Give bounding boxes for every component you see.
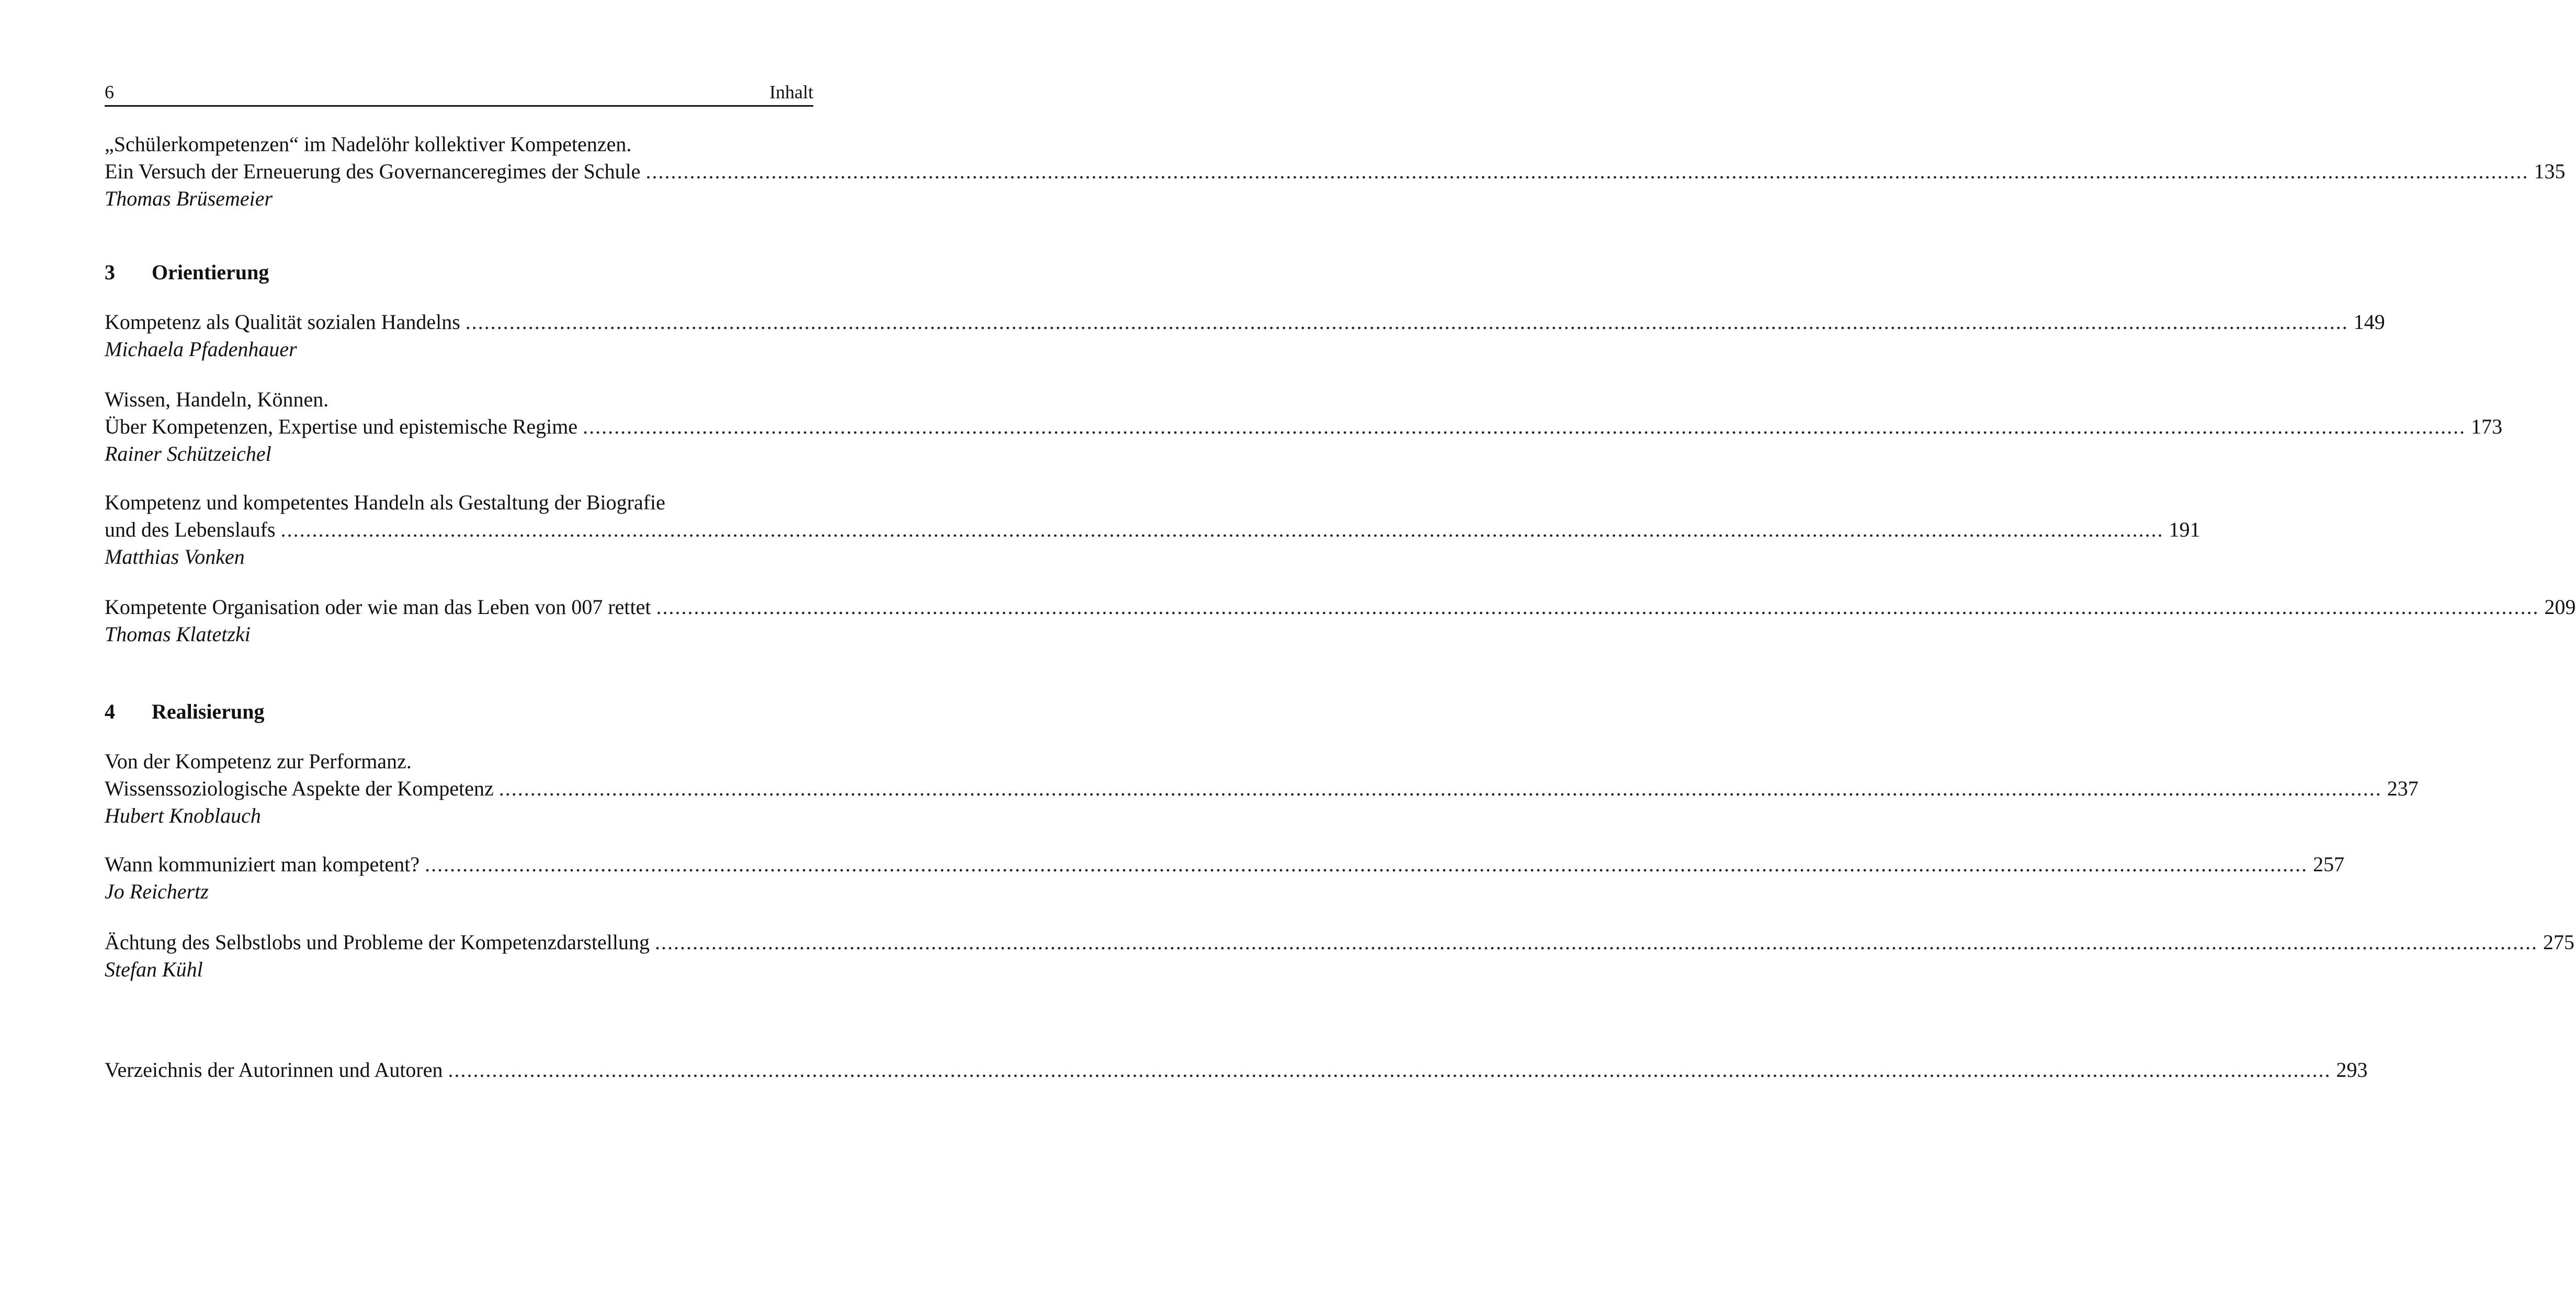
dot-leader: ............................................................................................................................................................................................................................................................................................................ [498, 777, 2382, 800]
running-header [105, 81, 813, 107]
entry-title-line: „Schülerkompetenzen“ im Nadelöhr kollektiver Kompetenzen. [105, 132, 632, 156]
entry-page-number: 237 [2387, 777, 2419, 800]
entry-page-number: 191 [2169, 518, 2200, 541]
dot-leader: ............................................................................................................................................................................................................................................................................................................ [583, 415, 2466, 438]
entry-title-line: Ein Versuch der Erneuerung des Governanceregimes der Schule [105, 160, 641, 183]
entry-title-line: Kompetente Organisation oder wie man das Leben von 007 rettet [105, 595, 651, 619]
entry-author: Thomas Klatetzki [105, 622, 251, 646]
entry-page-number: 173 [2471, 415, 2503, 438]
entry-title-line: Von der Kompetenz zur Performanz. [105, 749, 412, 773]
entry-title-line: Wann kommuniziert man kompetent? [105, 852, 420, 876]
dot-leader: ............................................................................................................................................................................................................................................................................................................ [656, 595, 2539, 619]
toc-entry[interactable] [105, 1056, 2368, 1084]
section-heading [105, 698, 265, 725]
dot-leader: ............................................................................................................................................................................................................................................................................................................ [465, 310, 2348, 334]
section-title: Orientierung [152, 260, 269, 284]
dot-leader: ............................................................................................................................................................................................................................................................................................................ [425, 852, 2308, 876]
entry-author: Rainer Schützeichel [105, 442, 271, 465]
toc-entry[interactable] [105, 594, 2576, 648]
entry-title-line: Kompetenz als Qualität sozialen Handelns [105, 310, 460, 334]
page-number: 6 [105, 82, 114, 103]
toc-entry[interactable] [105, 131, 2566, 212]
entry-author: Michaela Pfadenhauer [105, 337, 297, 361]
toc-entry[interactable] [105, 386, 2503, 468]
dot-leader: ............................................................................................................................................................................................................................................................................................................ [645, 160, 2529, 183]
dot-leader: ............................................................................................................................................................................................................................................................................................................ [280, 518, 2164, 541]
section-title: Realisierung [152, 700, 265, 723]
entry-page-number: 275 [2543, 930, 2575, 954]
toc-entry[interactable] [105, 489, 2200, 571]
running-title: Inhalt [769, 82, 813, 103]
entry-title-line: Über Kompetenzen, Expertise und epistemische Regime [105, 415, 578, 438]
entry-author: Matthias Vonken [105, 545, 245, 568]
entry-title-line: Kompetenz und kompetentes Handeln als Gestaltung der Biografie [105, 491, 665, 514]
entry-page-number: 293 [2336, 1058, 2368, 1082]
toc-entry[interactable] [105, 309, 2385, 363]
section-heading [105, 259, 269, 286]
entry-author: Jo Reichertz [105, 880, 209, 903]
section-number: 3 [105, 260, 115, 284]
dot-leader: ............................................................................................................................................................................................................................................................................................................ [655, 930, 2538, 954]
toc-entry[interactable] [105, 929, 2575, 983]
entry-author: Thomas Brüsemeier [105, 187, 273, 210]
entry-author: Stefan Kühl [105, 958, 203, 981]
entry-title-line: und des Lebenslaufs [105, 518, 276, 541]
entry-title-line: Ächtung des Selbstlobs und Probleme der Kompetenzdarstellung [105, 930, 650, 954]
dot-leader: ............................................................................................................................................................................................................................................................................................................ [448, 1058, 2331, 1082]
entry-page-number: 135 [2534, 160, 2566, 183]
entry-title-line: Verzeichnis der Autorinnen und Autoren [105, 1058, 443, 1082]
entry-title-line: Wissenssoziologische Aspekte der Kompetenz [105, 777, 494, 800]
entry-page-number: 149 [2353, 310, 2385, 334]
section-number: 4 [105, 700, 115, 723]
toc-entry[interactable] [105, 851, 2345, 905]
entry-page-number: 209 [2544, 595, 2576, 619]
entry-author: Hubert Knoblauch [105, 804, 261, 827]
entry-title-line: Wissen, Handeln, Können. [105, 388, 329, 411]
toc-entry[interactable] [105, 748, 2419, 829]
entry-page-number: 257 [2313, 852, 2345, 876]
